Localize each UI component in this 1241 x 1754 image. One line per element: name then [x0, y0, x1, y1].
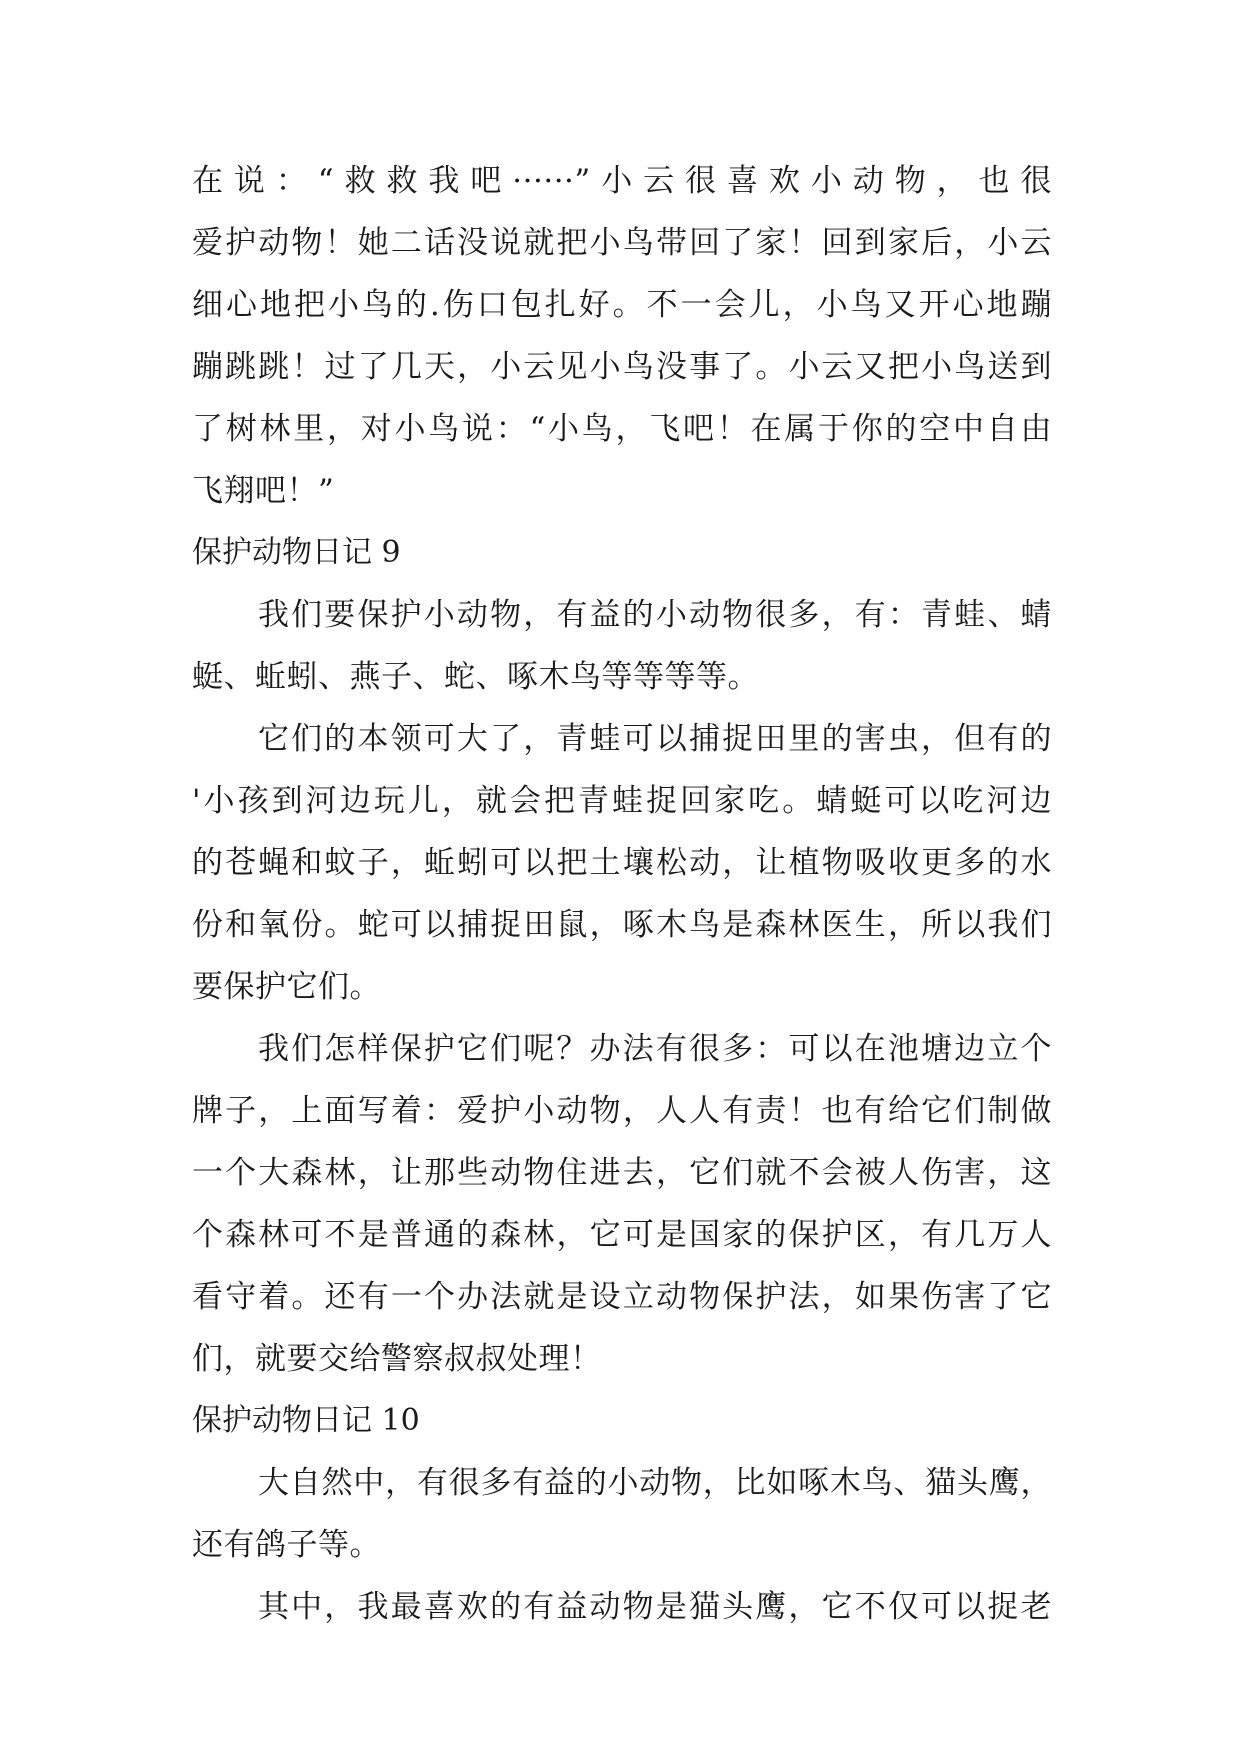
- section-heading: 保护动物日记 10: [192, 1403, 420, 1438]
- text-line: 细心地把小鸟的.伤口包扎好。不一会儿，小鸟又开心地蹦: [192, 287, 1052, 323]
- text-line: 大自然中，有很多有益的小动物，比如啄木鸟、猫头鹰，: [258, 1465, 1052, 1501]
- text-line: 牌子，上面写着：爱护小动物，人人有责！也有给它们制做: [192, 1093, 1052, 1129]
- text-line: 还有鸽子等。: [192, 1527, 381, 1563]
- text-line: 其中，我最喜欢的有益动物是猫头鹰，它不仅可以捉老: [258, 1589, 1052, 1625]
- text-line: 爱护动物！她二话没说就把小鸟带回了家！回到家后，小云: [192, 225, 1052, 261]
- text-line: 的苍蝇和蚊子，蚯蚓可以把土壤松动，让植物吸收更多的水: [192, 845, 1052, 881]
- text-line: 我们怎样保护它们呢？办法有很多：可以在池塘边立个: [258, 1031, 1052, 1067]
- section-heading: 保护动物日记 9: [192, 535, 401, 570]
- text-line: 们，就要交给警察叔叔处理！: [192, 1341, 602, 1377]
- text-line: 看守着。还有一个办法就是设立动物保护法，如果伤害了它: [192, 1279, 1052, 1315]
- text-line: 份和氧份。蛇可以捕捉田鼠，啄木鸟是森林医生，所以我们: [192, 907, 1052, 943]
- text-line: 在说：“救救我吧······”小云很喜欢小动物，也很: [192, 163, 1052, 199]
- text-line: 个森林可不是普通的森林，它可是国家的保护区，有几万人: [192, 1217, 1052, 1253]
- text-line: 了树林里，对小鸟说：“小鸟，飞吧！在属于你的空中自由: [192, 411, 1052, 447]
- text-line: 它们的本领可大了，青蛙可以捕捉田里的害虫，但有的: [258, 721, 1052, 757]
- text-line: '小孩到河边玩儿，就会把青蛙捉回家吃。蜻蜓可以吃河边: [192, 783, 1052, 819]
- text-line: 要保护它们。: [192, 969, 381, 1005]
- document-page: [192, 150, 1052, 1638]
- text-line: 蜓、蚯蚓、燕子、蛇、啄木鸟等等等等。: [192, 659, 759, 695]
- text-line: 飞翔吧！”: [192, 473, 335, 509]
- text-line: 蹦跳跳！过了几天，小云见小鸟没事了。小云又把小鸟送到: [192, 349, 1052, 385]
- text-line: 一个大森林，让那些动物住进去，它们就不会被人伤害，这: [192, 1155, 1052, 1191]
- text-line: 我们要保护小动物，有益的小动物很多，有：青蛙、蜻: [258, 597, 1052, 633]
